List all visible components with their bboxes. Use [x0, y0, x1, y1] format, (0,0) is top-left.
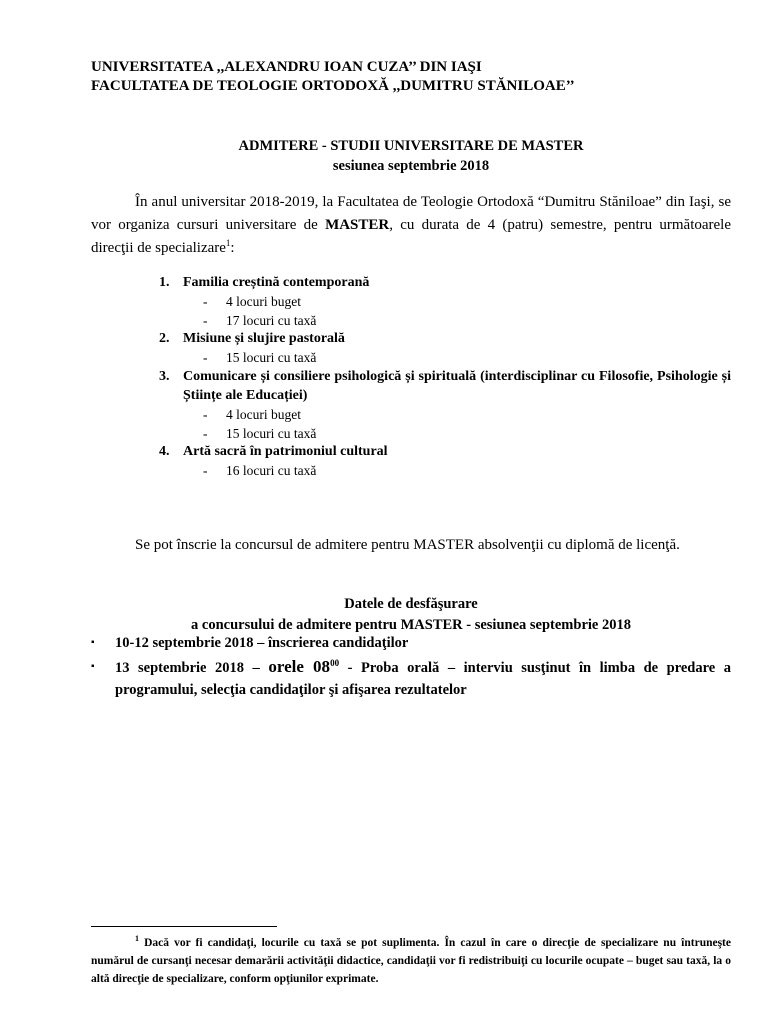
program-name: Comunicare și consiliere psihologică și spirituală (interdisciplinar cu Filosofie, Psihologie și Științe ale Educației) [183, 369, 731, 403]
program-number: 3. [159, 369, 170, 384]
bullet-icon: ▪ [91, 637, 95, 648]
seat-text: 16 locuri cu taxă [226, 463, 317, 478]
seat-dash: - [203, 294, 208, 309]
date-item-text: 10-12 septembrie 2018 – înscrierea candidaţilor [115, 635, 409, 651]
seat-dash: - [203, 463, 208, 478]
program-number: 4. [159, 444, 170, 459]
footnote-text: Dacă vor fi candidaţi, locurile cu taxă se pot suplimenta. În cazul în care o direcţie de specializare nu întruneşte numărul de cursanţi necesar demarării activităţii didactice, candidaţii vor fi redistribuiţi cu locurile ocupate – buget sau taxă, la o altă direcţie de specializare, conform opţiunilor exprimate. [91, 937, 731, 985]
program-name: Artă sacră în patrimoniul cultural [183, 444, 388, 459]
seat-dash: - [203, 426, 208, 441]
date-item-time-sup: 00 [330, 658, 340, 669]
intro-paragraph [91, 191, 731, 260]
footnote-ref: 1 [225, 238, 231, 248]
seat-line [203, 461, 316, 480]
footnote-number: 1 [135, 934, 139, 944]
dates-title-line1: Datele de desfăşurare [344, 596, 478, 612]
seat-dash: - [203, 350, 208, 365]
date-item-date: 13 septembrie 2018 – [115, 660, 269, 676]
program-item [91, 329, 731, 348]
intro-master-bold: MASTER [325, 217, 390, 233]
date-item [91, 632, 731, 654]
seat-text: 17 locuri cu taxă [226, 313, 317, 328]
dates-title-line2: a concursului de admitere pentru MASTER - sesiunea septembrie 2018 [191, 617, 631, 633]
date-item-rest: Proba orală – interviu susţinut în limba de predare a programului, selecţia candidaţilor şi afişarea rezultatelor [115, 660, 732, 698]
seat-line [203, 348, 316, 367]
program-name: Familia creștină contemporană [183, 275, 370, 290]
footnote-separator [91, 926, 277, 927]
eligibility-paragraph: Se pot înscrie la concursul de admitere pentru MASTER absolvenţii cu diplomă de licenţă. [135, 537, 680, 553]
seat-line [203, 292, 301, 311]
seat-text: 15 locuri cu taxă [226, 350, 317, 365]
program-item [91, 273, 731, 292]
seat-text: 15 locuri cu taxă [226, 426, 317, 441]
intro-part2: , cu durata de 4 (patru) semestre, pentru următoarele direcţii de specializare [91, 217, 731, 256]
date-item-time: orele 08 [268, 657, 331, 676]
seat-line [203, 424, 316, 443]
seat-dash: - [203, 407, 208, 422]
date-item-text [115, 656, 731, 701]
date-item [91, 656, 731, 701]
title-main: ADMITERE - STUDII UNIVERSITARE DE MASTER [238, 138, 584, 154]
date-item-sep: - [339, 660, 361, 676]
seat-text: 4 locuri buget [226, 407, 301, 422]
seat-text: 4 locuri buget [226, 294, 301, 309]
seat-dash: - [203, 313, 208, 328]
title-session: sesiunea septembrie 2018 [332, 158, 490, 174]
program-item [91, 442, 731, 461]
seat-line [203, 405, 301, 424]
dates-heading [91, 594, 731, 636]
institution-header [91, 58, 731, 96]
program-number: 1. [159, 275, 170, 290]
footnote [91, 934, 731, 988]
faculty-name: FACULTATEA DE TEOLOGIE ORTODOXĂ ,,DUMITRU STĂNILOAE’’ [91, 78, 575, 94]
university-name: UNIVERSITATEA ,,ALEXANDRU IOAN CUZA’’ DIN IAŞI [91, 59, 482, 75]
program-name: Misiune și slujire pastorală [183, 331, 345, 346]
program-number: 2. [159, 331, 170, 346]
intro-part3: : [230, 240, 235, 256]
seat-line [203, 311, 316, 330]
program-item [91, 367, 731, 405]
document-title [91, 136, 731, 176]
bullet-icon: ▪ [91, 661, 95, 672]
intro-part1: În anul universitar 2018-2019, la Facultatea de Teologie Ortodoxă “Dumitru Stăniloae” din Iaşi, se vor organiza cursuri universitare de [91, 194, 731, 233]
